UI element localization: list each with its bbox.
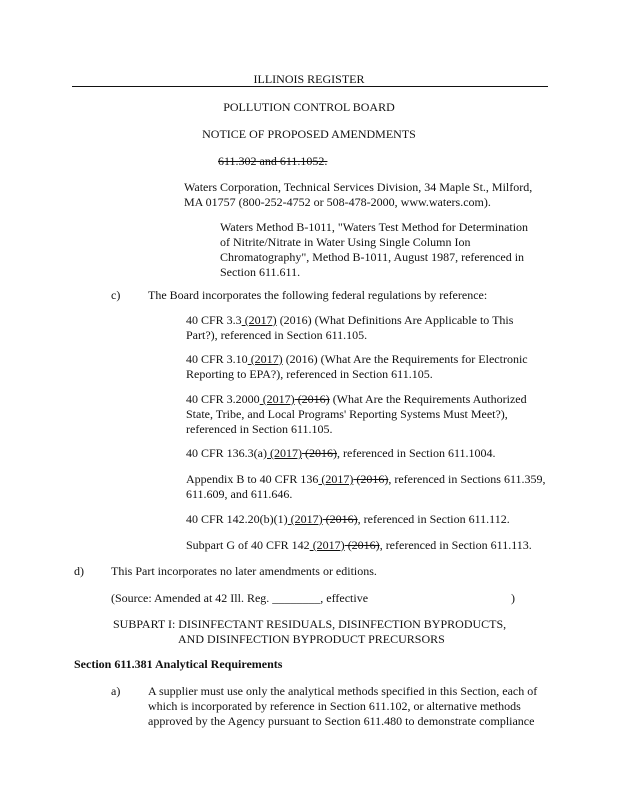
inserted-year: (2017): [241, 313, 277, 327]
subsection-a-line-1: A supplier must use only the analytical methods specified in this Section, each of: [148, 684, 538, 698]
cfr-ref: 40 CFR 142.20(b)(1): [186, 512, 288, 526]
board-title: POLLUTION CONTROL BOARD: [223, 100, 395, 114]
cfr-rest: , referenced in Sections 611.359,: [388, 472, 546, 486]
deleted-year: (2016): [344, 538, 380, 552]
subsection-c-label: c): [111, 288, 121, 302]
source-effective: , effective: [320, 591, 369, 605]
cfr-item-6: [186, 512, 510, 527]
cfr-rest: , referenced in Section 611.113.: [379, 538, 532, 552]
cfr-rest: , referenced in Section 611.1004.: [337, 446, 496, 460]
cfr-ref: Subpart G of 40 CFR 142: [186, 538, 310, 552]
cfr-item-3: [186, 392, 527, 407]
subpart-heading-line-2: AND DISINFECTION BYPRODUCT PRECURSORS: [178, 632, 445, 646]
waters-method-line-2: of Nitrite/Nitrate in Water Using Single Column Ion: [220, 235, 471, 249]
subsection-a-label: a): [111, 684, 121, 698]
waters-method-line-4: Section 611.611.: [220, 265, 301, 279]
notice-title: NOTICE OF PROPOSED AMENDMENTS: [202, 127, 416, 141]
subsection-c-text: The Board incorporates the following federal regulations by reference:: [148, 288, 488, 302]
waters-method-line-1: Waters Method B-1011, "Waters Test Method for Determination: [220, 220, 529, 234]
struck-sections: 611.302 and 611.1052.: [218, 154, 328, 168]
inserted-year: (2017): [259, 392, 295, 406]
source-note: [111, 591, 368, 606]
waters-line-2: MA 01757 (800-252-4752 or 508-478-2000, www.waters.com).: [184, 195, 491, 209]
source-blank: ________: [272, 591, 321, 605]
subsection-d-label: d): [74, 564, 84, 578]
cfr-item-2-line-2: Reporting to EPA?), referenced in Section 611.105.: [186, 367, 433, 381]
subsection-a-line-2: which is incorporated by reference in Section 611.102, or alternative methods: [148, 699, 521, 713]
deleted-year: (2016): [353, 472, 389, 486]
cfr-rest: , referenced in Section 611.112.: [357, 512, 510, 526]
register-title: ILLINOIS REGISTER: [253, 72, 365, 86]
waters-line-1: Waters Corporation, Technical Services Division, 34 Maple St., Milford,: [184, 180, 533, 194]
cfr-item-3-line-2: State, Tribe, and Local Programs' Reporting Systems Must Meet?),: [186, 407, 508, 421]
cfr-item-5: [186, 472, 546, 487]
deleted-year: (2016): [302, 446, 337, 460]
deleted-year: (2016): [322, 512, 358, 526]
cfr-rest: (2016) (What Definitions Are Applicable to This: [276, 313, 514, 327]
cfr-ref: 40 CFR 3.3: [186, 313, 242, 327]
cfr-ref: Appendix B to 40 CFR 136: [186, 472, 319, 486]
cfr-item-1: [186, 313, 513, 328]
subsection-a-line-3: approved by the Agency pursuant to Section 611.480 to demonstrate compliance: [148, 714, 535, 728]
inserted-year: (2017): [267, 446, 302, 460]
inserted-year: (2017): [247, 352, 283, 366]
deleted-year: (2016): [294, 392, 330, 406]
inserted-year: (2017): [287, 512, 323, 526]
source-pre: (Source: Amended at 42 Ill. Reg.: [111, 591, 273, 605]
cfr-item-4: [186, 446, 496, 461]
cfr-rest: (2016) (What Are the Requirements for Electronic: [282, 352, 528, 366]
cfr-item-5-line-2: 611.609, and 611.646.: [186, 487, 293, 501]
cfr-rest: (What Are the Requirements Authorized: [329, 392, 527, 406]
waters-method-line-3: Chromatography", Method B-1011, August 1987, referenced in: [220, 250, 525, 264]
header-rule: [72, 86, 548, 87]
cfr-item-2: [186, 352, 528, 367]
subpart-heading-line-1: SUBPART I: DISINFECTANT RESIDUALS, DISINFECTION BYPRODUCTS,: [113, 617, 507, 631]
section-heading: Section 611.381 Analytical Requirements: [74, 657, 283, 671]
inserted-year: (2017): [318, 472, 354, 486]
cfr-ref: 40 CFR 3.2000: [186, 392, 260, 406]
cfr-ref: 40 CFR 136.3(a): [186, 446, 267, 460]
source-close: ): [511, 591, 515, 605]
cfr-item-1-line-2: Part?), referenced in Section 611.105.: [186, 328, 368, 342]
cfr-item-7: [186, 538, 532, 553]
subsection-d-text: This Part incorporates no later amendments or editions.: [111, 564, 377, 578]
cfr-ref: 40 CFR 3.10: [186, 352, 248, 366]
cfr-item-3-line-3: referenced in Section 611.105.: [186, 422, 333, 436]
inserted-year: (2017): [309, 538, 345, 552]
